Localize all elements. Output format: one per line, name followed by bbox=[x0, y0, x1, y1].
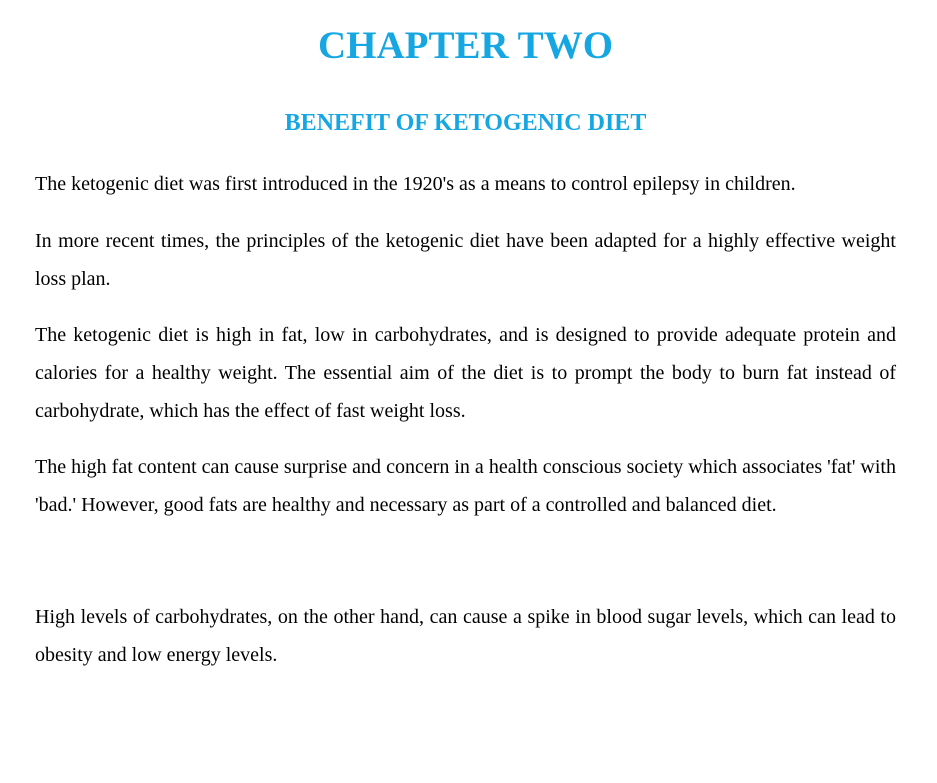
chapter-title: CHAPTER TWO bbox=[317, 24, 614, 67]
paragraph-3: The ketogenic diet is high in fat, low in carbohydrates, and is designed to provide adequate protein and calories for a healthy weight. The essential aim of the diet is to prompt the body to burn fat instead of carbohydrate, which has the effect of fast weight loss. bbox=[35, 324, 896, 422]
document-page bbox=[35, 0, 896, 674]
paragraph-4: The high fat content can cause surprise and concern in a health conscious society which associates 'fat' with 'bad.' However, good fats are healthy and necessary as part of a controlled and balanced diet. bbox=[35, 456, 896, 516]
paragraph-1: The ketogenic diet was first introduced in the 1920's as a means to control epilepsy in children. bbox=[35, 173, 796, 195]
paragraph-5: High levels of carbohydrates, on the other hand, can cause a spike in blood sugar levels, which can lead to obesity and low energy levels. bbox=[35, 606, 896, 666]
paragraph-2: In more recent times, the principles of the ketogenic diet have been adapted for a highly effective weight loss plan. bbox=[35, 230, 896, 290]
section-title: BENEFIT OF KETOGENIC DIET bbox=[284, 110, 647, 136]
